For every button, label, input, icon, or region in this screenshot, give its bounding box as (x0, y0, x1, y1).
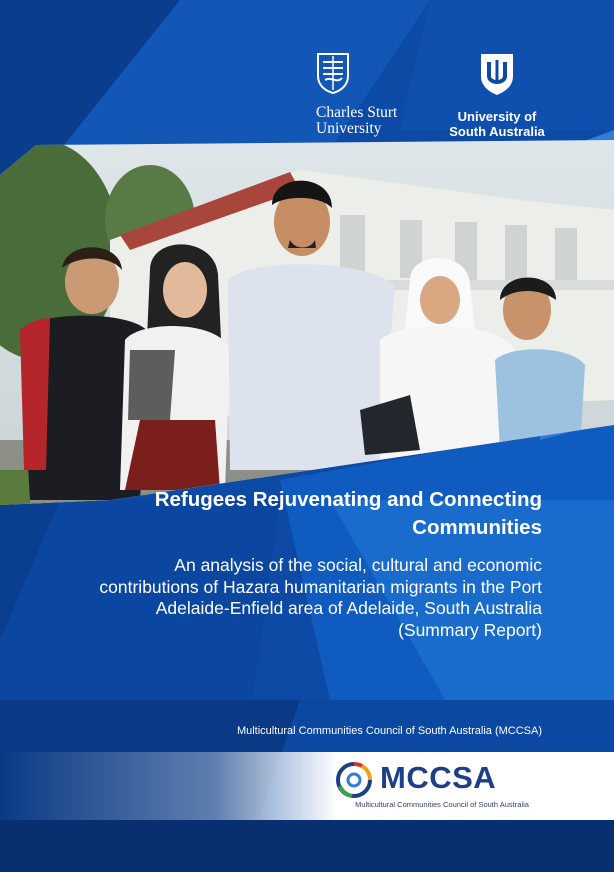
brand-acronym: MCCSA (380, 760, 497, 795)
brand-full-name: Multicultural Communities Council of South Australia (355, 800, 529, 809)
csu-name: Charles Sturt University (316, 104, 398, 137)
council-name: Multicultural Communities Council of South Australia (MCCSA) (236, 725, 542, 737)
unisa-name: University of South Australia (449, 109, 545, 139)
ring-logo-icon (332, 760, 376, 800)
report-subtitle: An analysis of the social, cultural and economic contributions of Hazara humanitarian migrants in the Port Adelaide-Enfield area of Adelaide, South Australia (Summary Report) (99, 555, 542, 640)
report-title: Refugees Rejuvenating and Connecting Communities (154, 488, 542, 539)
mccsa-logo (332, 758, 562, 816)
